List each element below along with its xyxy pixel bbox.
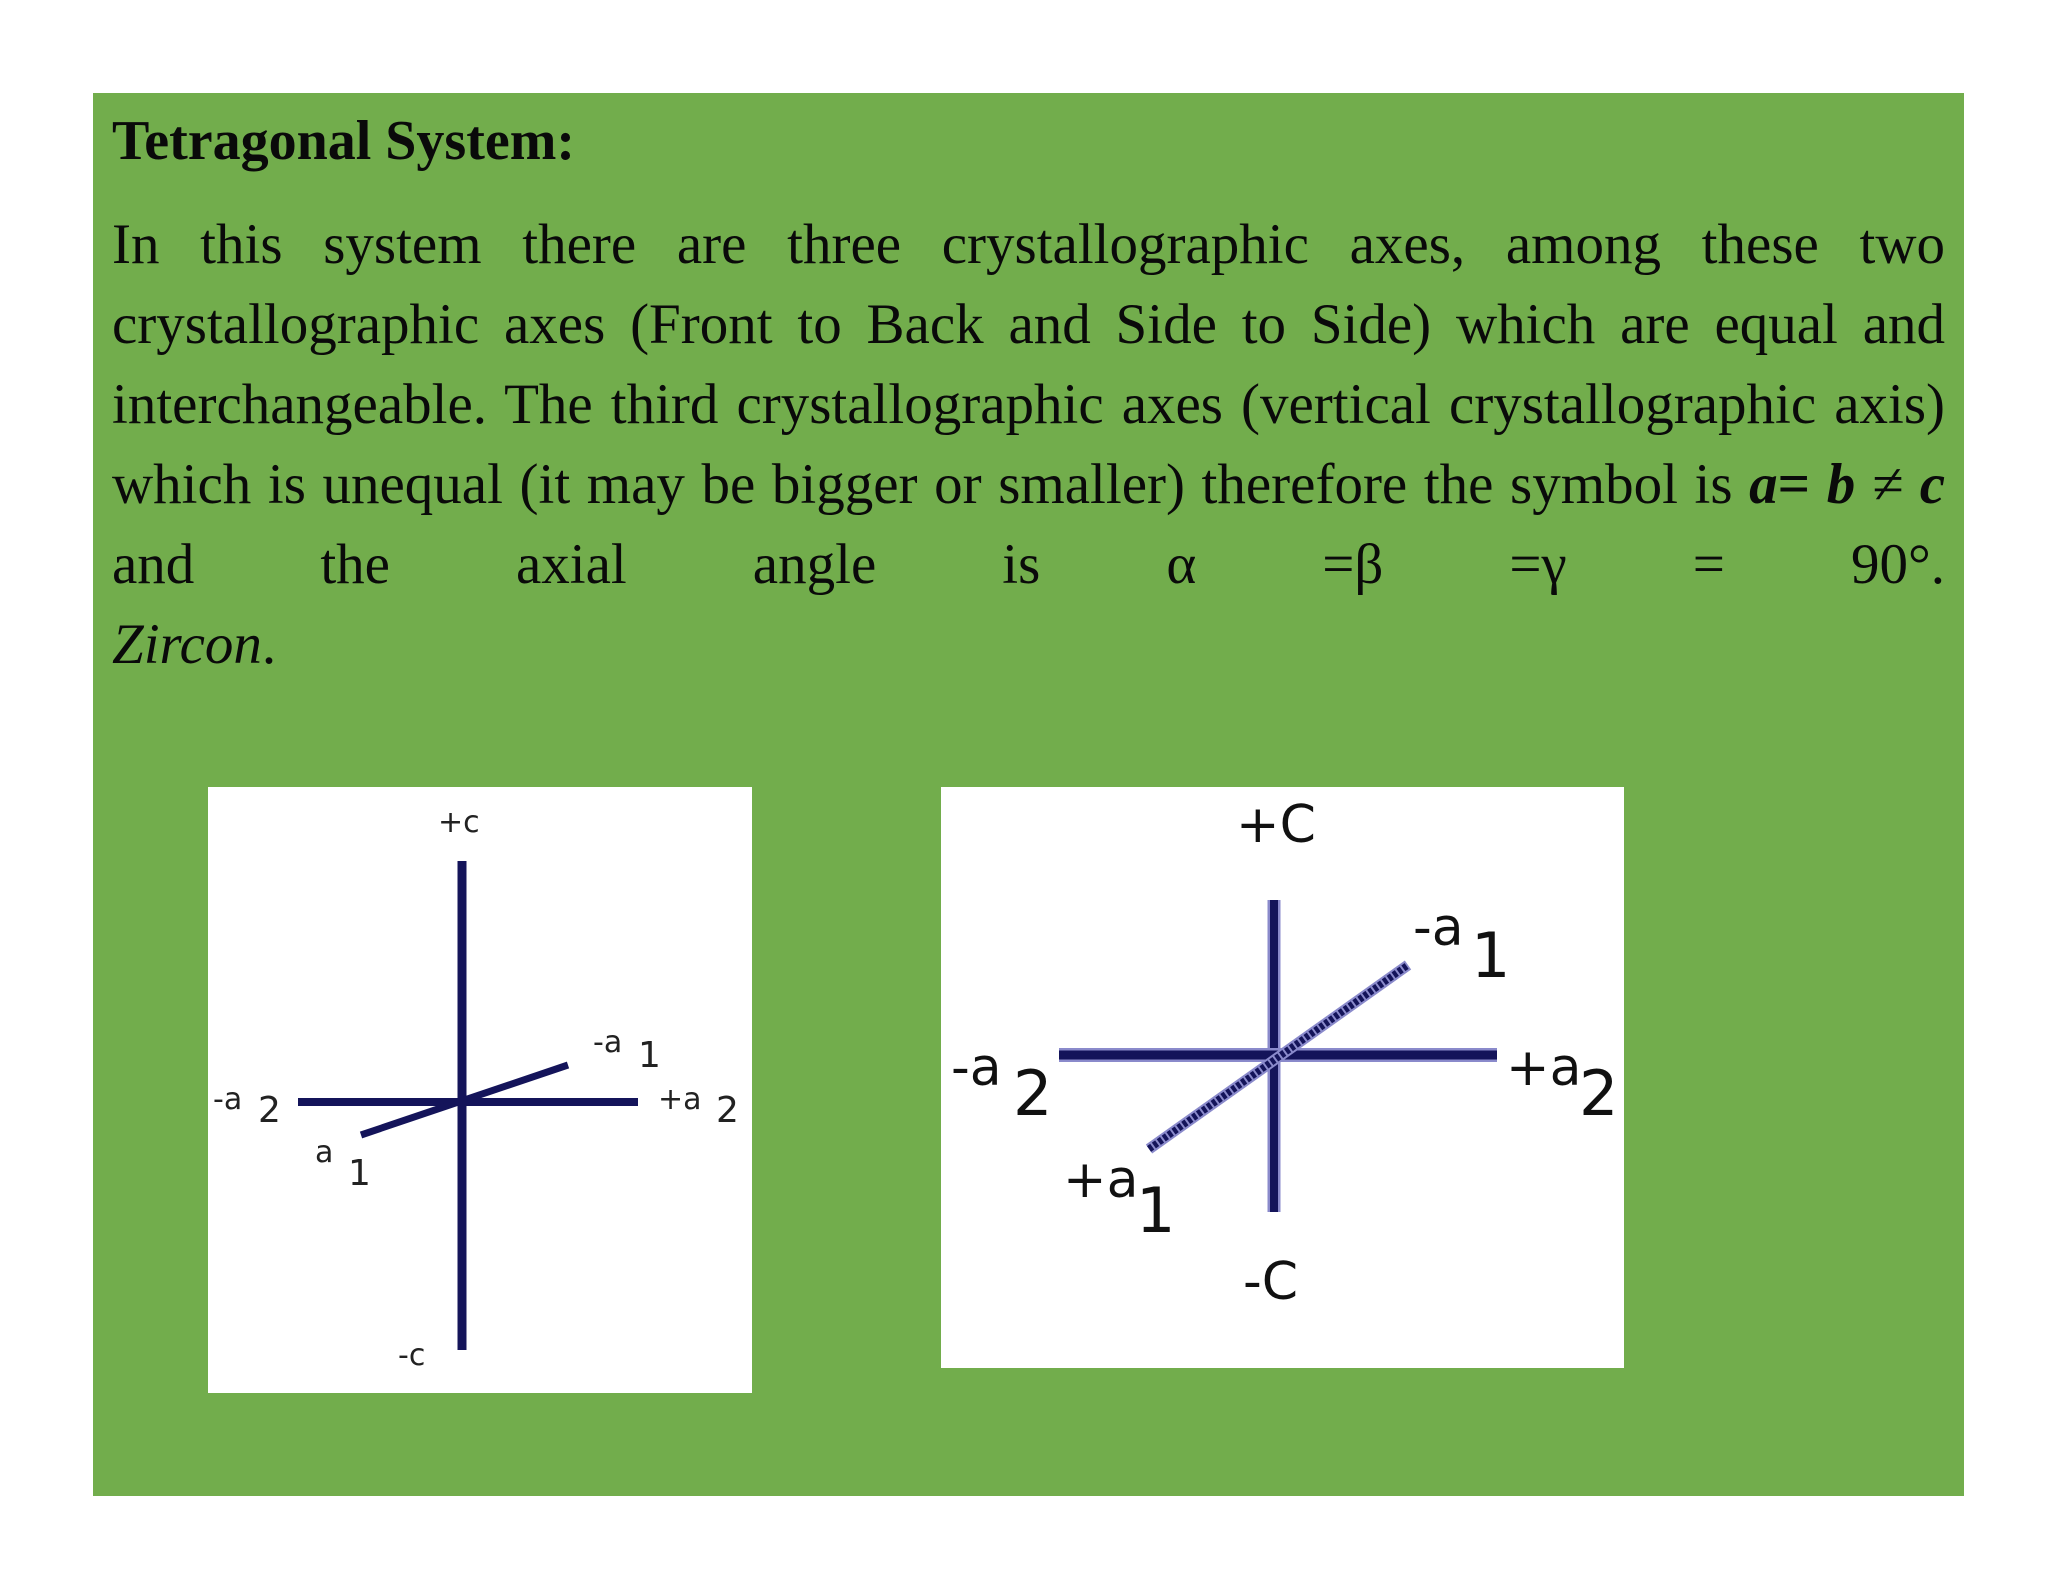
description-paragraph: [112, 205, 1945, 605]
label-minus-a1: -a: [593, 1025, 623, 1060]
label-plus-c: +c: [438, 805, 480, 840]
axes-diagram-detailed: [941, 787, 1624, 1368]
axial-angle-text: and the axial angle is α =β =γ = 90°.: [112, 533, 1945, 596]
label-minus-a2: -a: [951, 1038, 1002, 1098]
axes-figure-simple: [208, 787, 752, 1393]
label-minus-a1-sub: 1: [638, 1035, 661, 1076]
label-plus-a2-sub: 2: [716, 1090, 739, 1131]
label-minus-a2: -a: [213, 1082, 243, 1117]
symbol-b: b: [1826, 453, 1856, 516]
description-text: In this system there are three crystallographic axes, among these two crystallographic axes (Front to Back and Side to Side) which are equal and interchangeable. The third crystallographic axes (vertical crystallographic axis) which is unequal (it may be bigger or smaller) therefore the symbol is: [112, 213, 1945, 516]
label-minus-a2-sub: 2: [1013, 1057, 1053, 1130]
axes-diagram-simple: [208, 787, 752, 1393]
label-a1: a: [315, 1135, 334, 1170]
example-period: .: [261, 613, 277, 676]
axes-figure-detailed: [941, 787, 1624, 1368]
example-mineral: Zircon: [112, 613, 262, 676]
symbol-a: a: [1749, 453, 1778, 516]
label-minus-a2-sub: 2: [258, 1090, 281, 1131]
page-title: Tetragonal System:: [112, 110, 576, 172]
symbol-not-equal: ≠: [1855, 453, 1920, 516]
label-minus-a1-sub: 1: [1471, 919, 1511, 992]
label-a1-sub: 1: [348, 1153, 371, 1194]
label-plus-a2: +a: [1506, 1038, 1582, 1098]
label-minus-c: -c: [398, 1338, 426, 1373]
label-plus-a2-sub: 2: [1579, 1057, 1619, 1130]
symbol-c: c: [1919, 453, 1945, 516]
example-line: [112, 605, 276, 685]
label-minus-c: -C: [1243, 1252, 1299, 1312]
label-plus-c: +C: [1236, 795, 1316, 855]
label-plus-a2: +a: [658, 1082, 702, 1117]
symbol-equals: =: [1777, 453, 1827, 516]
label-minus-a1: -a: [1413, 898, 1464, 958]
label-plus-a1: +a: [1063, 1150, 1139, 1210]
label-plus-a1-sub: 1: [1136, 1174, 1176, 1247]
